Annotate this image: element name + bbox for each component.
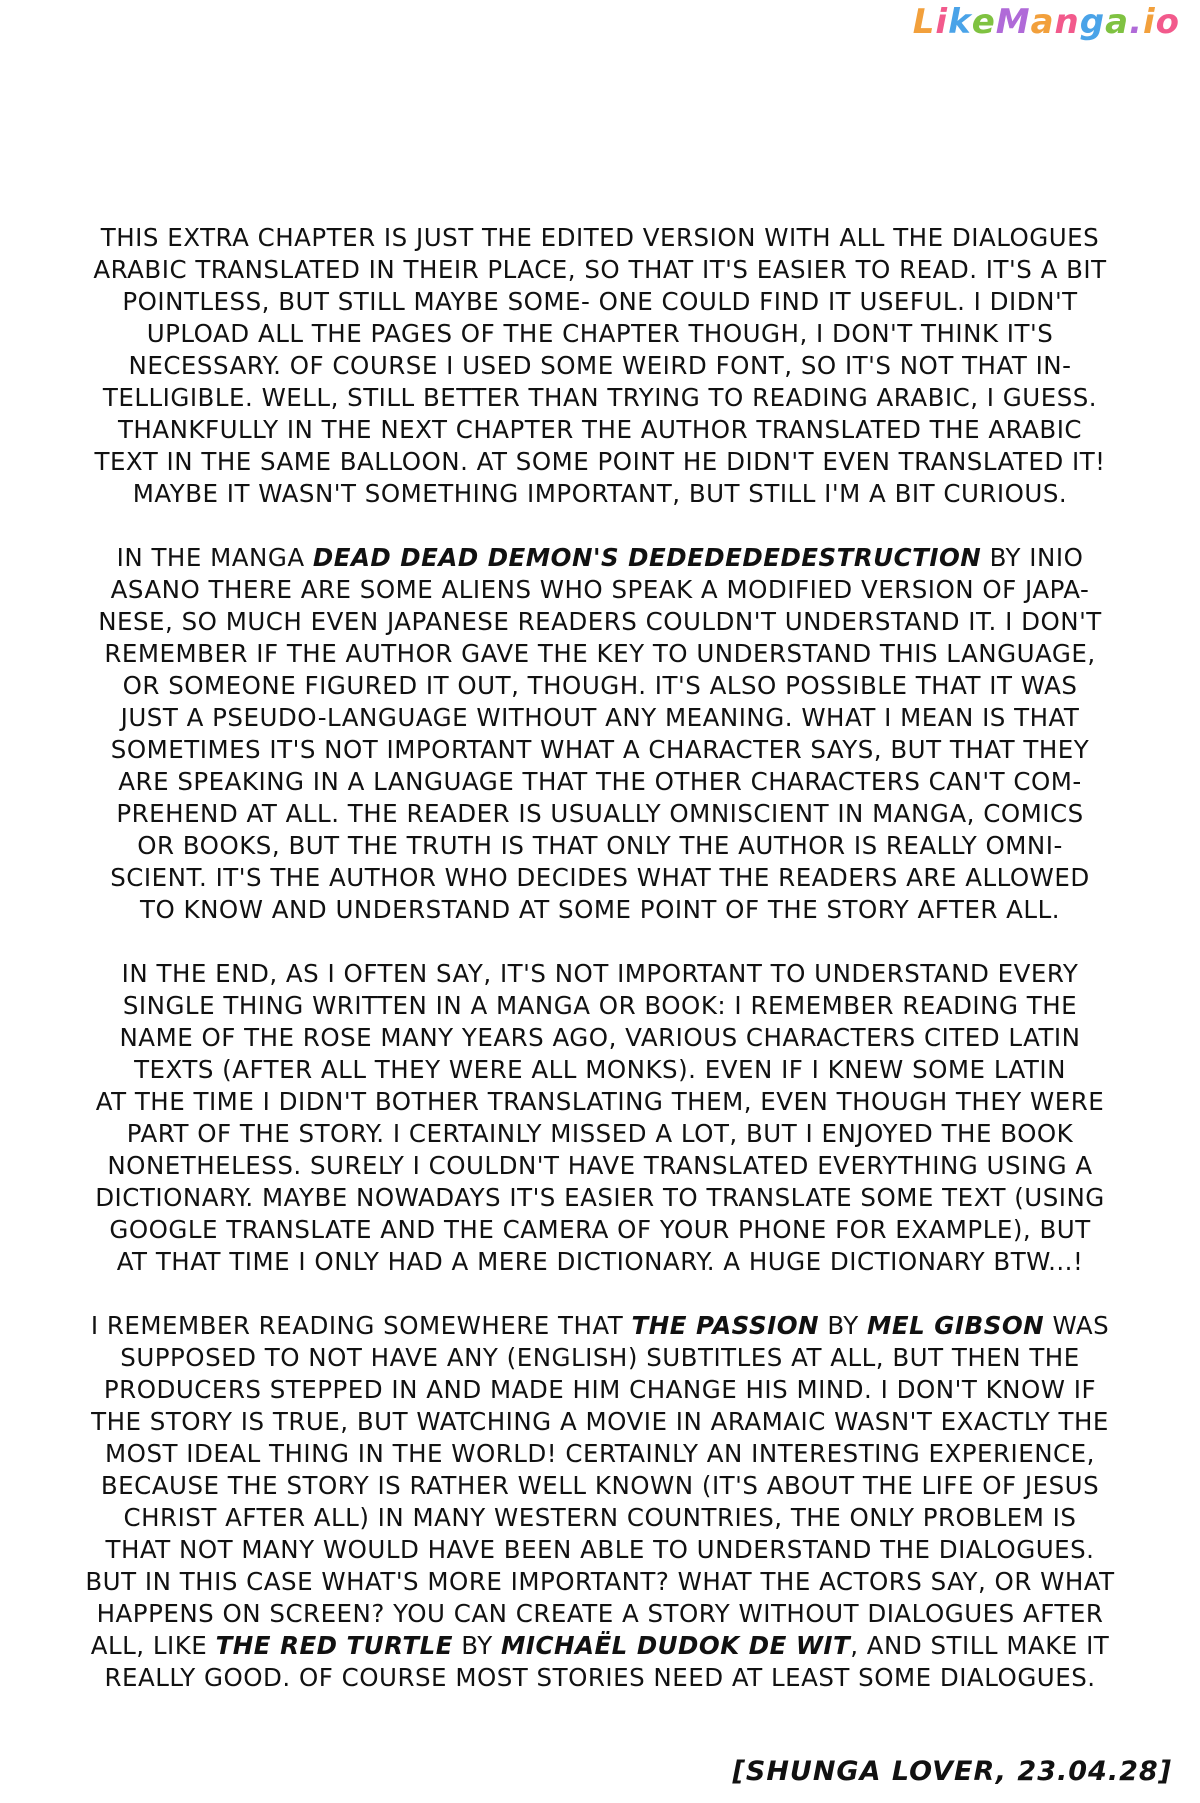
text-segment: OR BOOKS, BUT THE TRUTH IS THAT ONLY THE AUTHOR IS REALLY OMNI- (137, 831, 1063, 860)
text-line (10, 958, 1190, 990)
text-line (10, 1342, 1190, 1374)
text-line (10, 638, 1190, 670)
text-segment: SINGLE THING WRITTEN IN A MANGA OR BOOK: I REMEMBER READING THE (122, 991, 1078, 1020)
text-line (10, 1214, 1190, 1246)
text-segment: ARABIC TRANSLATED IN THEIR PLACE, SO THAT IT'S EASIER TO READ. IT'S A BIT (93, 255, 1107, 284)
paragraph (10, 1310, 1190, 1694)
text-segment: THAT NOT MANY WOULD HAVE BEEN ABLE TO UNDERSTAND THE DIALOGUES. (105, 1535, 1095, 1564)
text-line (10, 1662, 1190, 1694)
text-line (10, 1054, 1190, 1086)
watermark-letter: L (912, 2, 936, 42)
text-line (10, 1374, 1190, 1406)
text-line (10, 1246, 1190, 1278)
text-line (10, 286, 1190, 318)
text-segment: THANKFULLY IN THE NEXT CHAPTER THE AUTHOR TRANSLATED THE ARABIC (117, 415, 1083, 444)
text-line (10, 1438, 1190, 1470)
text-segment: BY INIO (981, 543, 1084, 572)
text-segment: ALL, LIKE (90, 1631, 216, 1660)
paragraph (10, 542, 1190, 926)
text-line (10, 990, 1190, 1022)
watermark-letter: a (1105, 2, 1130, 42)
watermark-letter: n (1054, 2, 1080, 42)
text-segment: DICTIONARY. MAYBE NOWADAYS IT'S EASIER TO TRANSLATE SOME TEXT (USING (95, 1183, 1105, 1212)
text-segment: I REMEMBER READING SOMEWHERE THAT (90, 1311, 632, 1340)
text-line (10, 1182, 1190, 1214)
text-line (10, 798, 1190, 830)
paragraph (10, 222, 1190, 510)
text-segment: REALLY GOOD. OF COURSE MOST STORIES NEED AT LEAST SOME DIALOGUES. (104, 1663, 1096, 1692)
text-line (10, 830, 1190, 862)
text-segment: TO KNOW AND UNDERSTAND AT SOME POINT OF THE STORY AFTER ALL. (139, 895, 1061, 924)
watermark-letter: i (935, 2, 949, 42)
text-line (10, 1566, 1190, 1598)
signature: [SHUNGA LOVER, 23.04.28] (732, 1756, 1172, 1787)
text-line (10, 1598, 1190, 1630)
text-segment: TELLIGIBLE. WELL, STILL BETTER THAN TRYING TO READING ARABIC, I GUESS. (102, 383, 1098, 412)
text-segment: OR SOMEONE FIGURED IT OUT, THOUGH. IT'S ALSO POSSIBLE THAT IT WAS (122, 671, 1078, 700)
emphasized-title: THE RED TURTLE (215, 1631, 453, 1660)
text-line (10, 254, 1190, 286)
text-segment: SUPPOSED TO NOT HAVE ANY (ENGLISH) SUBTITLES AT ALL, BUT THEN THE (120, 1343, 1080, 1372)
text-line (10, 1118, 1190, 1150)
text-segment: AT THAT TIME I ONLY HAD A MERE DICTIONARY. A HUGE DICTIONARY BTW...! (116, 1247, 1084, 1276)
text-line (10, 766, 1190, 798)
text-line (10, 414, 1190, 446)
watermark-letter: a (1030, 2, 1055, 42)
text-line (10, 1534, 1190, 1566)
watermark-letter: k (948, 2, 972, 42)
text-segment: BUT IN THIS CASE WHAT'S MORE IMPORTANT? WHAT THE ACTORS SAY, OR WHAT (85, 1567, 1115, 1596)
text-line (10, 702, 1190, 734)
text-line (10, 1502, 1190, 1534)
text-segment: PREHEND AT ALL. THE READER IS USUALLY OMNISCIENT IN MANGA, COMICS (116, 799, 1084, 828)
text-segment: THIS EXTRA CHAPTER IS JUST THE EDITED VERSION WITH ALL THE DIALOGUES (100, 223, 1100, 252)
text-line (10, 1086, 1190, 1118)
text-line (10, 734, 1190, 766)
watermark-logo (913, 2, 1180, 42)
watermark-letter: e (971, 2, 996, 42)
paragraph (10, 958, 1190, 1278)
text-segment: REMEMBER IF THE AUTHOR GAVE THE KEY TO UNDERSTAND THIS LANGUAGE, (104, 639, 1096, 668)
text-line (10, 1150, 1190, 1182)
text-line (10, 1630, 1190, 1662)
emphasized-title: MEL GIBSON (867, 1311, 1045, 1340)
emphasized-title: DEAD DEAD DEMON'S DEDEDEDEDESTRUCTION (312, 543, 982, 572)
text-segment: HAPPENS ON SCREEN? YOU CAN CREATE A STORY WITHOUT DIALOGUES AFTER (96, 1599, 1104, 1628)
text-segment: THE STORY IS TRUE, BUT WATCHING A MOVIE IN ARAMAIC WASN'T EXACTLY THE (91, 1407, 1109, 1436)
watermark-letter: . (1129, 2, 1143, 42)
text-line (10, 670, 1190, 702)
text-segment: MOST IDEAL THING IN THE WORLD! CERTAINLY AN INTERESTING EXPERIENCE, (105, 1439, 1095, 1468)
text-line (10, 1022, 1190, 1054)
text-line (10, 606, 1190, 638)
emphasized-title: THE PASSION (631, 1311, 820, 1340)
text-segment: TEXTS (AFTER ALL THEY WERE ALL MONKS). EVEN IF I KNEW SOME LATIN (134, 1055, 1066, 1084)
text-segment: NECESSARY. OF COURSE I USED SOME WEIRD FONT, SO IT'S NOT THAT IN- (128, 351, 1072, 380)
text-segment: NESE, SO MUCH EVEN JAPANESE READERS COULDN'T UNDERSTAND IT. I DON'T (98, 607, 1102, 636)
text-segment: ARE SPEAKING IN A LANGUAGE THAT THE OTHER CHARACTERS CAN'T COM- (118, 767, 1082, 796)
emphasized-title: MICHAËL DUDOK DE WIT (501, 1631, 851, 1660)
text-line (10, 478, 1190, 510)
text-segment: PART OF THE STORY. I CERTAINLY MISSED A LOT, BUT I ENJOYED THE BOOK (126, 1119, 1074, 1148)
text-segment: IN THE END, AS I OFTEN SAY, IT'S NOT IMPORTANT TO UNDERSTAND EVERY (121, 959, 1079, 988)
document-body (10, 222, 1190, 1694)
text-segment: CHRIST AFTER ALL) IN MANY WESTERN COUNTRIES, THE ONLY PROBLEM IS (123, 1503, 1077, 1532)
text-segment: SOMETIMES IT'S NOT IMPORTANT WHAT A CHARACTER SAYS, BUT THAT THEY (110, 735, 1090, 764)
text-line (10, 318, 1190, 350)
text-segment: JUST A PSEUDO-LANGUAGE WITHOUT ANY MEANING. WHAT I MEAN IS THAT (120, 703, 1080, 732)
text-segment: BY (819, 1311, 868, 1340)
text-line (10, 446, 1190, 478)
text-line (10, 542, 1190, 574)
text-segment: SCIENT. IT'S THE AUTHOR WHO DECIDES WHAT THE READERS ARE ALLOWED (110, 863, 1090, 892)
text-segment: BECAUSE THE STORY IS RATHER WELL KNOWN (IT'S ABOUT THE LIFE OF JESUS (100, 1471, 1100, 1500)
text-line (10, 1310, 1190, 1342)
text-line (10, 574, 1190, 606)
text-segment: AT THE TIME I DIDN'T BOTHER TRANSLATING THEM, EVEN THOUGH THEY WERE (95, 1087, 1105, 1116)
text-segment: ASANO THERE ARE SOME ALIENS WHO SPEAK A MODIFIED VERSION OF JAPA- (110, 575, 1090, 604)
text-segment: , AND STILL MAKE IT (850, 1631, 1110, 1660)
text-line (10, 894, 1190, 926)
text-segment: NAME OF THE ROSE MANY YEARS AGO, VARIOUS CHARACTERS CITED LATIN (119, 1023, 1081, 1052)
text-line (10, 1406, 1190, 1438)
text-segment: BY (452, 1631, 501, 1660)
watermark-letter: g (1079, 2, 1106, 42)
text-segment: UPLOAD ALL THE PAGES OF THE CHAPTER THOUGH, I DON'T THINK IT'S (146, 319, 1054, 348)
text-segment: PRODUCERS STEPPED IN AND MADE HIM CHANGE HIS MIND. I DON'T KNOW IF (103, 1375, 1097, 1404)
text-line (10, 222, 1190, 254)
text-line (10, 862, 1190, 894)
text-segment: POINTLESS, BUT STILL MAYBE SOME- ONE COULD FIND IT USEFUL. I DIDN'T (122, 287, 1078, 316)
text-line (10, 382, 1190, 414)
text-segment: TEXT IN THE SAME BALLOON. AT SOME POINT HE DIDN'T EVEN TRANSLATED IT! (94, 447, 1106, 476)
text-segment: WAS (1044, 1311, 1110, 1340)
watermark-letter: M (995, 2, 1031, 42)
text-segment: GOOGLE TRANSLATE AND THE CAMERA OF YOUR PHONE FOR EXAMPLE), BUT (109, 1215, 1091, 1244)
watermark-letter: o (1155, 2, 1180, 42)
text-segment: IN THE MANGA (116, 543, 313, 572)
text-segment: NONETHELESS. SURELY I COULDN'T HAVE TRANSLATED EVERYTHING USING A (107, 1151, 1093, 1180)
text-segment: MAYBE IT WASN'T SOMETHING IMPORTANT, BUT STILL I'M A BIT CURIOUS. (132, 479, 1068, 508)
watermark-letter: i (1142, 2, 1156, 42)
text-line (10, 350, 1190, 382)
text-line (10, 1470, 1190, 1502)
